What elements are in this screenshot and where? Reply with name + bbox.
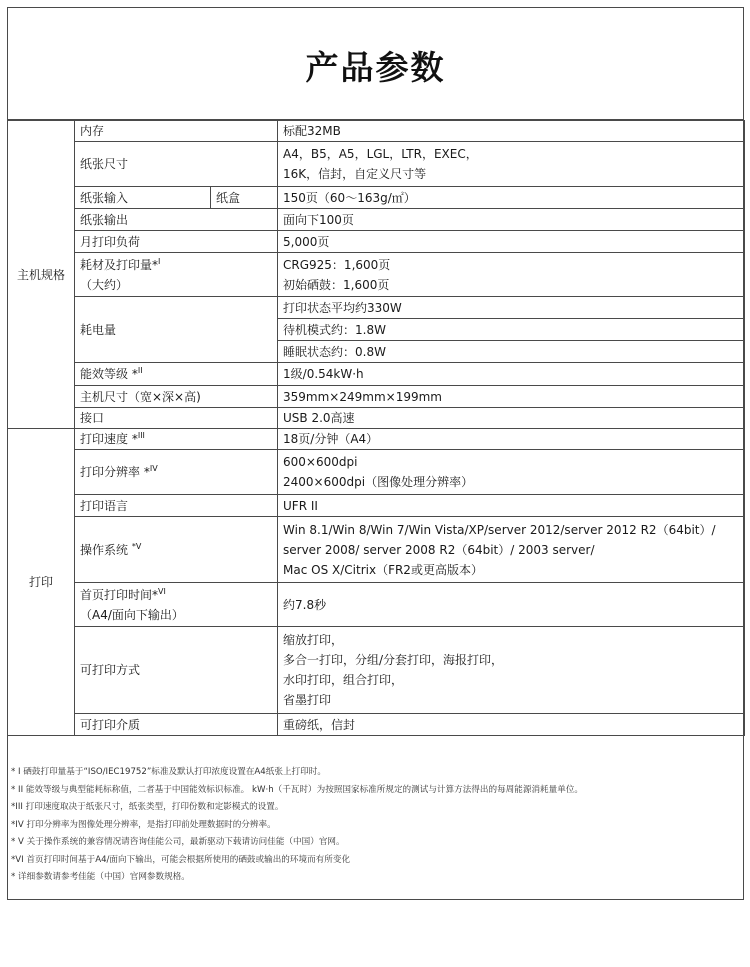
row-label: 内存 — [75, 121, 278, 142]
footnote-mark: *V — [131, 541, 142, 551]
table-row — [8, 209, 745, 231]
label-line: （大约） — [80, 277, 129, 292]
value-line: 2400×600dpi（图像处理分辨率） — [283, 475, 474, 489]
row-value: 18页/分钟（A4） — [278, 429, 745, 450]
footnotes — [8, 750, 743, 887]
row-value: 睡眠状态约：0.8W — [278, 341, 745, 363]
row-value: 重磅纸，信封 — [278, 714, 745, 736]
footnote: * 详细参数请参考佳能（中国）官网参数规格。 — [11, 872, 190, 882]
table-row — [8, 142, 745, 187]
row-label: 纸张尺寸 — [75, 142, 278, 187]
table-row — [8, 408, 745, 429]
row-value — [278, 450, 745, 495]
section-label-main: 主机规格 — [8, 121, 75, 429]
row-label — [75, 583, 278, 627]
row-value: UFR II — [278, 495, 745, 517]
footnote: *IV 打印分辨率为图像处理分辨率，是指打印前处理数据时的分辨率。 — [11, 819, 276, 830]
row-label: 接口 — [75, 408, 278, 429]
table-row — [8, 253, 745, 297]
row-value: 5,000页 — [278, 231, 745, 253]
value-line: 缩放打印， — [283, 633, 344, 647]
row-value: 标配32MB — [278, 121, 745, 142]
value-line: server 2008/ server 2008 R2（64bit）/ 2003 server/ — [283, 542, 595, 557]
label-line: （A4/面向下输出） — [80, 607, 184, 622]
row-label — [75, 253, 278, 297]
table-row — [8, 429, 745, 450]
table-row — [8, 627, 745, 714]
row-label: 打印速度 *$^{III}$ — [75, 429, 278, 450]
row-label: 耗电量 — [75, 297, 278, 363]
row-label: 可打印方式 — [75, 627, 278, 714]
value-line: Mac OS X/Citrix（FR2或更高版本） — [283, 562, 483, 577]
footnote: * I 硒鼓打印量基于“ISO/IEC19752”标准及默认打印浓度设置在A4纸张上打印时。 — [11, 767, 326, 777]
footnote-mark: II — [137, 366, 143, 375]
table-row — [8, 450, 745, 495]
value-line: Win 8.1/Win 8/Win 7/Win Vista/XP/server 2012/server 2012 R2（64bit）/ — [283, 522, 716, 537]
value-line: CRG925：1,600页 — [283, 257, 391, 272]
row-value — [278, 142, 745, 187]
spec-table — [7, 120, 745, 736]
page-title: 产品参数 — [305, 48, 446, 87]
row-sublabel: 纸盒 — [211, 187, 278, 209]
row-label: 打印分辨率 *$^{IV}$ — [75, 450, 278, 495]
table-row — [8, 297, 745, 319]
row-value: USB 2.0高速 — [278, 408, 745, 429]
spec-sheet — [7, 7, 744, 900]
value-line: 16K，信封，自定义尺寸等 — [283, 167, 427, 181]
table-row — [8, 495, 745, 517]
value-line: 水印打印，组合打印， — [283, 673, 404, 687]
row-label: 月打印负荷 — [75, 231, 278, 253]
row-value: 359mm×249mm×199mm — [278, 386, 745, 408]
value-line: 多合一打印，分组/分套打印，海报打印， — [283, 653, 504, 667]
footnote: *VI 首页打印时间基于A4/面向下输出，可能会根据所使用的硒鼓或输出的环境而有所变化 — [11, 854, 351, 865]
section-label-print: 打印 — [8, 429, 75, 736]
table-row — [8, 583, 745, 627]
footnote-mark: IV — [149, 464, 158, 473]
row-value — [278, 253, 745, 297]
table-row — [8, 386, 745, 408]
row-value: 面向下100页 — [278, 209, 745, 231]
row-value: 1级/0.54kW·h — [278, 363, 745, 386]
table-row — [8, 363, 745, 386]
table-row — [8, 714, 745, 736]
value-line: 初始硒鼓：1,600页 — [283, 277, 390, 292]
table-row — [8, 231, 745, 253]
footnote-mark: I — [158, 256, 161, 266]
table-row — [8, 121, 745, 142]
title-box — [8, 8, 743, 120]
row-label: 纸张输入 — [75, 187, 211, 209]
footnote: *III 打印速度取决于纸张尺寸，纸张类型，打印份数和定影模式的设置。 — [11, 802, 284, 812]
row-value: 约7.8秒 — [278, 583, 745, 627]
row-label: 打印语言 — [75, 495, 278, 517]
row-value: 150页（60～163g/㎡） — [278, 187, 745, 209]
table-row — [8, 517, 745, 583]
row-value — [278, 517, 745, 583]
footnote: * V 关于操作系统的兼容情况请咨询佳能公司，最新驱动下载请访问佳能（中国）官网。 — [11, 837, 345, 847]
label-line: 首页打印时间* — [80, 587, 159, 602]
value-line: A4，B5，A5，LGL，LTR，EXEC， — [283, 147, 478, 161]
footnote: * II 能效等级与典型能耗标称值，二者基于中国能效标识标准。 kW·h（千瓦时）为按照国家标准所规定的测试与计算方法得出的每周能源消耗量单位。 — [11, 784, 584, 795]
row-label: 操作系统 $^{*V}$ — [75, 517, 278, 583]
row-value: 打印状态平均约330W — [278, 297, 745, 319]
value-line: 省墨打印 — [283, 693, 332, 707]
row-label: 能效等级 *$^{II}$ — [75, 363, 278, 386]
row-label: 可打印介质 — [75, 714, 278, 736]
label-line: 耗材及打印量* — [80, 257, 159, 272]
table-row — [8, 187, 745, 209]
row-label: 主机尺寸（宽×深×高) — [75, 386, 278, 408]
row-label: 纸张输出 — [75, 209, 278, 231]
footnote-mark: VI — [158, 586, 166, 596]
row-value: 待机模式约：1.8W — [278, 319, 745, 341]
value-line: 600×600dpi — [283, 455, 358, 469]
footnote-mark: III — [137, 431, 145, 440]
row-value — [278, 627, 745, 714]
